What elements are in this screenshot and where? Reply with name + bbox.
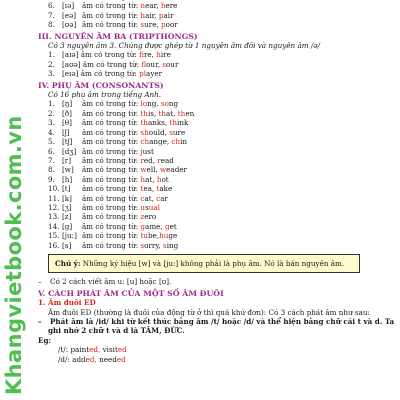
phonetic-symbol: [z] <box>62 212 72 222</box>
diphthong-item <box>38 11 396 20</box>
example-rest: orry, <box>144 240 163 250</box>
consonant-item <box>38 128 396 137</box>
example-highlight: s <box>163 240 167 250</box>
example-highlight: p <box>158 10 164 20</box>
item-prefix: âm có trong từ: <box>82 20 141 30</box>
example-rest: ead <box>160 155 174 165</box>
item-number: 2. <box>48 108 55 118</box>
dash-bullet: – <box>38 277 42 287</box>
item-prefix: âm có trong từ: <box>82 165 141 175</box>
example-highlight: th <box>177 108 186 118</box>
consonant-item <box>38 147 396 156</box>
triphthong-item <box>38 69 396 78</box>
example-rest: ame, <box>145 221 165 231</box>
eg-1-word-b: visit <box>102 345 118 355</box>
example-highlight: ual <box>148 202 160 212</box>
example-rest: at, <box>145 174 157 184</box>
consonant-item <box>38 137 396 146</box>
phonetic-symbol: [tʃ] <box>62 137 73 147</box>
example-highlight: r <box>140 155 144 165</box>
note-box <box>48 254 360 273</box>
example-highlight: pl <box>139 69 147 79</box>
item-number: 13. <box>48 212 60 222</box>
example-highlight: s <box>169 127 173 137</box>
consonant-item <box>38 118 396 127</box>
item-prefix: âm có trong từ: <box>82 240 141 250</box>
example-highlight: tu <box>140 231 148 241</box>
item-number: 1. <box>48 50 55 60</box>
phonetic-symbol: [ʃ] <box>62 127 70 137</box>
phonetic-symbol: [ʒ] <box>62 202 72 212</box>
ed-rule-line-1 <box>38 317 396 326</box>
example-rest: ire <box>160 50 171 60</box>
example-rest: ear, <box>145 1 161 11</box>
consonant-item <box>38 109 396 118</box>
watermark-sidebar <box>0 0 28 400</box>
consonant-item <box>38 212 396 221</box>
item-prefix: âm có trong từ: <box>82 155 141 165</box>
item-prefix: âm có trong từ: <box>82 231 141 241</box>
example-highlight: so <box>160 99 169 109</box>
triphthong-list <box>38 50 396 78</box>
eg-1-suffix-b: ed <box>117 345 127 355</box>
example-rest: ure <box>172 127 186 137</box>
example-rest: be, <box>147 231 160 241</box>
example-highlight: ch <box>171 137 181 147</box>
example-rest: ng, <box>147 99 161 109</box>
example-rest: eader <box>166 165 187 175</box>
item-prefix: âm có trong từ: <box>82 127 141 137</box>
example-rest: ould, <box>148 127 170 137</box>
example-rest: ea, <box>143 184 157 194</box>
example-rest: ing <box>166 240 179 250</box>
phonetic-symbol: [ŋ] <box>62 99 73 109</box>
example-highlight: j <box>140 146 143 156</box>
example-highlight: s <box>140 240 145 250</box>
eg-2-word-b: need <box>99 354 117 364</box>
consonant-item <box>38 175 396 184</box>
consonant-item <box>38 99 396 108</box>
ed-rule-line-2: ghi nhớ 2 chữ t và d là TÂM, ĐỨC. <box>48 326 185 336</box>
example-highlight: t <box>156 184 160 194</box>
example-rest: ero <box>144 212 157 222</box>
example-highlight: s <box>140 20 145 30</box>
section-3-title: III. NGUYÊN ÂM BA (TRIPTHONGS) <box>38 31 198 41</box>
section-5-title: V. CÁCH PHÁT ÂM CỦA MỘT SỐ ÂM ĐUÔI <box>38 288 224 298</box>
item-number: 3. <box>48 69 55 79</box>
section-4-title: IV. PHỤ ÂM (CONSONANTS) <box>38 80 164 90</box>
example-rest: ng <box>168 99 179 109</box>
example-rest: ell, <box>146 165 160 175</box>
example-highlight: f <box>139 50 144 60</box>
example-rest: at, <box>144 193 157 203</box>
item-prefix: âm có trong từ: <box>82 221 141 231</box>
example-rest: ed, <box>143 155 158 165</box>
phonetic-symbol: [ju:] <box>62 231 77 241</box>
example-highlight: w <box>140 165 147 175</box>
example-highlight: th <box>140 118 148 128</box>
eg-2-suffix-b: ed <box>116 354 126 364</box>
item-number: 12. <box>48 202 60 212</box>
item-prefix: [aʊə] âm có trong từ: <box>62 59 142 69</box>
item-number: 11. <box>48 193 60 203</box>
dash-bullet: – <box>38 317 42 326</box>
example-highlight: z <box>140 212 145 222</box>
example-rest: anks, <box>147 118 170 128</box>
example-rest: ange, <box>149 137 172 147</box>
example-highlight: th <box>169 118 178 128</box>
document-content <box>38 0 396 364</box>
item-number: 1. <box>48 99 55 109</box>
phonetic-symbol: [s] <box>62 240 72 250</box>
example-rest: ar <box>160 193 168 203</box>
example-rest: ake <box>159 184 173 194</box>
item-prefix: âm có trong từ: <box>82 10 141 20</box>
eg-line-1 <box>38 345 396 354</box>
item-number: 7. <box>48 10 55 20</box>
example-highlight: t <box>140 184 144 194</box>
example-rest: our <box>165 59 179 69</box>
example-highlight: h <box>156 174 162 184</box>
example-rest: ayer <box>146 69 163 79</box>
section-4-intro: Có 16 phụ âm trong tiếng Anh. <box>48 90 162 100</box>
phonetic-symbol: [w] <box>62 165 74 175</box>
example-highlight: n <box>140 1 146 11</box>
item-number: 2. <box>48 59 55 69</box>
triphthong-item <box>38 50 396 59</box>
diphthong-list <box>38 0 396 30</box>
item-number: 9. <box>48 174 55 184</box>
example-rest: ot <box>161 174 169 184</box>
phonetic-symbol: [h] <box>62 174 73 184</box>
item-number: 8. <box>48 20 55 30</box>
consonant-item <box>38 231 396 240</box>
eg-2-prefix: /d/: <box>58 354 73 364</box>
example-highlight: h <box>160 1 166 11</box>
example-highlight: r <box>157 155 161 165</box>
consonant-item <box>38 184 396 193</box>
consonant-item <box>38 241 396 250</box>
phonetic-symbol: [g] <box>62 221 73 231</box>
item-prefix: âm có trong từ: <box>82 1 141 11</box>
u-spelling-text: Có 2 cách viết âm u: [u] hoặc [ʊ]. <box>50 277 172 287</box>
item-number: 5. <box>48 137 55 147</box>
example-rest: ink <box>177 118 189 128</box>
section-5-subtitle: 1. Âm đuôi ED <box>38 298 96 308</box>
eg-1-word-a: paint <box>70 345 90 355</box>
example-highlight: fl <box>141 59 147 69</box>
item-prefix: [eɪə] âm có trong từ: <box>62 69 140 79</box>
eg-2-suffix-a: ed, <box>85 354 100 364</box>
watermark-text: Khangvietbook.com.vn <box>2 115 26 395</box>
diphthong-item <box>38 1 396 10</box>
eg-1-prefix: /t/: <box>58 345 71 355</box>
eg-1-suffix-a: ed, <box>89 345 103 355</box>
diphthong-item <box>38 20 396 29</box>
example-rest: oor <box>165 20 178 30</box>
item-number: 3. <box>48 118 55 128</box>
example-highlight: hu <box>159 231 169 241</box>
example-rest: ge <box>168 231 178 241</box>
ed-rule-text-1: Phát âm là /id/ khi từ kết thúc bằng âm /t/ hoặc /d/ và thể hiện bằng chữ cái t và d. Ta <box>50 317 395 326</box>
item-prefix: âm có trong từ: <box>82 137 141 147</box>
example-highlight: w <box>160 165 167 175</box>
phonetic-symbol: [ð] <box>62 108 72 118</box>
item-number: 4. <box>48 127 55 137</box>
note-label: Chú ý: <box>55 258 81 268</box>
example-highlight: c <box>156 193 161 203</box>
phonetic-symbol: [ʊə] <box>62 20 77 30</box>
phonetic-symbol: [θ] <box>62 118 72 128</box>
example-highlight: u <box>140 202 146 212</box>
item-prefix: âm có trong từ: <box>82 146 141 156</box>
example-rest: ure, <box>144 20 162 30</box>
phonetic-symbol: [dʒ] <box>62 146 77 156</box>
item-number: 15. <box>48 231 60 241</box>
example-highlight: p <box>161 20 166 30</box>
consonant-item <box>38 156 396 165</box>
phonetic-symbol: [t] <box>62 184 71 194</box>
eg-label: Eg: <box>38 335 52 345</box>
example-highlight: lo <box>140 99 148 109</box>
item-prefix: [aɪə] âm có trong từ: <box>62 50 140 60</box>
consonant-list <box>38 99 396 250</box>
example-rest: en <box>185 108 195 118</box>
example-highlight: g <box>140 221 146 231</box>
item-number: 14. <box>48 221 60 231</box>
item-prefix: âm có trong từ: <box>82 99 141 109</box>
example-highlight: h <box>140 174 146 184</box>
item-number: 10. <box>48 184 60 194</box>
example-highlight: th <box>140 108 148 118</box>
triphthong-item <box>38 60 396 69</box>
item-number: 7. <box>48 155 55 165</box>
example-highlight: sh <box>140 127 149 137</box>
note-text: Những ký hiệu [w] và [ju:] không phải là phụ âm. Nó là bán nguyên âm. <box>80 258 345 268</box>
example-rest: in <box>180 137 188 147</box>
consonant-item <box>38 194 396 203</box>
example-rest: our, <box>146 59 163 69</box>
u-spelling-note <box>38 277 396 286</box>
eg-2-word-a: add <box>72 354 86 364</box>
example-rest: air, <box>145 10 159 20</box>
example-rest: at, <box>166 108 178 118</box>
item-prefix: âm có trong từ: <box>82 202 141 212</box>
example-rest: ire, <box>143 50 157 60</box>
section-3-intro: Có 3 nguyên âm 3. Chúng được ghép từ 1 nguyên âm đôi và nguyên âm /ə/ <box>48 41 320 51</box>
phonetic-symbol: [r] <box>62 155 72 165</box>
consonant-item <box>38 222 396 231</box>
phonetic-symbol: [eə] <box>62 10 77 20</box>
example-highlight: ch <box>140 137 150 147</box>
section-5-intro: Âm đuôi ED (thường là đuôi của động từ ở thì quá khứ đơn): Có 3 cách phát âm như sau: <box>48 307 370 317</box>
item-number: 6. <box>48 146 55 156</box>
example-highlight: h <box>156 50 161 60</box>
example-highlight: th <box>158 108 167 118</box>
item-number: 6. <box>48 1 55 11</box>
phonetic-symbol: [ɪə] <box>62 1 75 11</box>
eg-line-2 <box>38 355 396 364</box>
item-prefix: âm có trong từ: <box>82 108 141 118</box>
example-rest: s <box>145 202 149 212</box>
item-number: 16. <box>48 240 60 250</box>
example-highlight: c <box>140 193 145 203</box>
example-highlight: g <box>164 221 170 231</box>
item-prefix: âm có trong từ: <box>82 174 141 184</box>
example-rest: et <box>169 221 177 231</box>
item-prefix: âm có trong từ: <box>82 118 141 128</box>
example-rest: is, <box>147 108 159 118</box>
item-prefix: âm có trong từ: <box>82 184 141 194</box>
example-rest: ust <box>142 146 154 156</box>
item-prefix: âm có trong từ: <box>82 193 141 203</box>
phonetic-symbol: [k] <box>62 193 72 203</box>
consonant-item <box>38 165 396 174</box>
example-rest: air <box>163 10 174 20</box>
item-number: 8. <box>48 165 55 175</box>
example-rest: ere <box>165 1 178 11</box>
item-prefix: âm có trong từ: <box>82 212 141 222</box>
consonant-item <box>38 203 396 212</box>
example-highlight: h <box>140 10 146 20</box>
example-highlight: s <box>162 59 166 69</box>
